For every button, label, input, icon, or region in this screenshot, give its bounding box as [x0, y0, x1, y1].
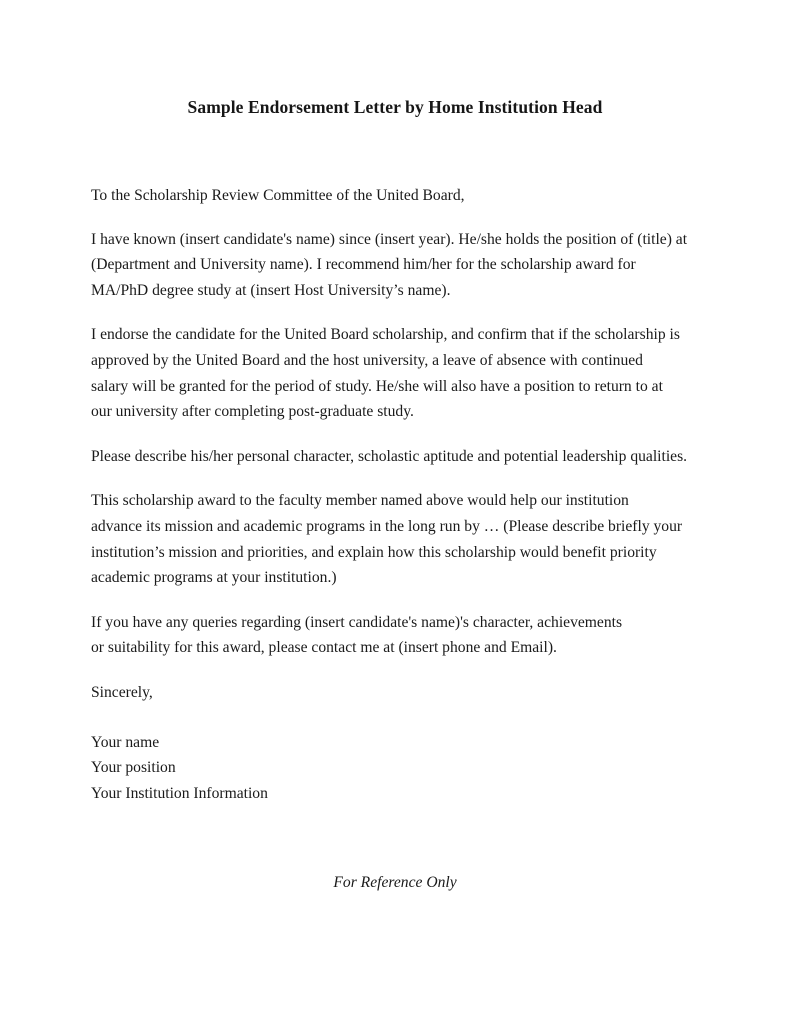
- text-line: I have known (insert candidate's name) since (insert year). He/she holds the position of (title) at: [91, 230, 688, 248]
- text-line: advance its mission and academic programs in the long run by … (Please describe briefly your: [91, 517, 683, 535]
- text-line: salary will be granted for the period of study. He/she will also have a position to return to at: [91, 377, 663, 395]
- signature-position: Your position: [91, 759, 176, 777]
- paragraph-character-prompt: [91, 444, 701, 470]
- paragraph-contact: [91, 610, 701, 661]
- text-line: our university after completing post-graduate study.: [91, 403, 414, 421]
- salutation-line: To the Scholarship Review Committee of the United Board,: [91, 187, 465, 204]
- text-line: or suitability for this award, please contact me at (insert phone and Email).: [91, 639, 557, 657]
- text-line: This scholarship award to the faculty member named above would help our institution: [91, 492, 629, 510]
- paragraph-institution-benefit: [91, 488, 701, 590]
- paragraph-introduction: [91, 227, 701, 304]
- paragraph-endorsement: [91, 322, 701, 424]
- text-line: institution’s mission and priorities, and explain how this scholarship would benefit priority: [91, 543, 657, 561]
- text-line: approved by the United Board and the host university, a leave of absence with continued: [91, 351, 643, 369]
- closing-line: Sincerely,: [91, 683, 153, 701]
- text-line: MA/PhD degree study at (insert Host University’s name).: [91, 281, 451, 299]
- text-line: academic programs at your institution.): [91, 569, 337, 587]
- text-line: Please describe his/her personal character, scholastic aptitude and potential leadership qualities.: [91, 447, 688, 465]
- text-line: (Department and University name). I recommend him/her for the scholarship award for: [91, 256, 636, 274]
- footer-note: For Reference Only: [333, 874, 457, 891]
- text-line: If you have any queries regarding (insert candidate's name)'s character, achievements: [91, 613, 623, 631]
- text-line: I endorse the candidate for the United Board scholarship, and confirm that if the scholarship is: [91, 326, 680, 344]
- letter-body: [91, 183, 701, 825]
- page-title: Sample Endorsement Letter by Home Institution Head: [187, 97, 603, 117]
- signature-institution: Your Institution Information: [91, 784, 268, 802]
- signature-name: Your name: [91, 733, 160, 751]
- signature-block: [91, 730, 701, 807]
